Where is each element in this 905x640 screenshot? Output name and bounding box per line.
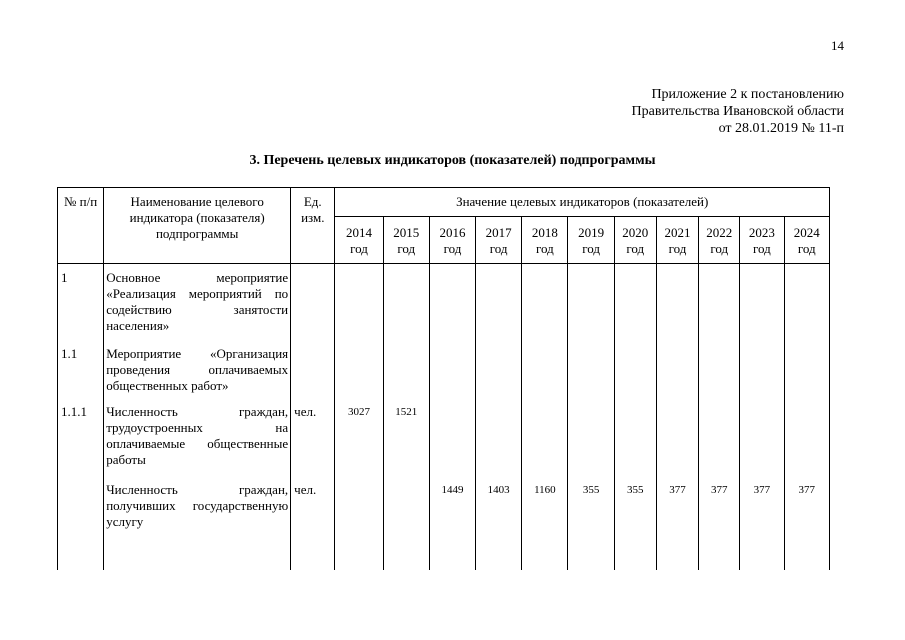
indicator-name: Численность граждан, трудоустроенных на оплачиваемые общественные работы — [104, 394, 291, 468]
value-cell: 377 — [784, 468, 829, 570]
appendix-line-3: от 28.01.2019 № 11-п — [718, 121, 844, 136]
value-cell — [740, 334, 784, 394]
value-cell: 1403 — [476, 468, 522, 570]
header-year: 2024 год — [784, 217, 829, 264]
value-cell — [476, 264, 522, 335]
value-cell — [656, 334, 698, 394]
value-cell — [383, 334, 429, 394]
indicator-name: Основное мероприятие «Реализация мероприятий по содействию занятости населения» — [104, 264, 291, 335]
value-cell: 377 — [656, 468, 698, 570]
table-row — [58, 334, 830, 394]
header-name: Наименование целевого индикатора (показателя) подпрограммы — [104, 188, 291, 264]
header-year: 2020 год — [614, 217, 656, 264]
value-cell — [614, 394, 656, 468]
header-year: 2016 год — [429, 217, 475, 264]
value-cell — [699, 264, 740, 335]
table-row — [58, 394, 830, 468]
value-cell — [476, 394, 522, 468]
value-cell — [522, 264, 568, 335]
unit-cell: чел. — [291, 468, 335, 570]
value-cell — [568, 264, 614, 335]
value-cell — [335, 468, 383, 570]
appendix-line-2: Правительства Ивановской области — [631, 104, 844, 119]
table-row — [58, 468, 830, 570]
row-number: 1.1 — [58, 334, 104, 394]
value-cell — [740, 264, 784, 335]
value-cell — [699, 334, 740, 394]
header-year: 2015 год — [383, 217, 429, 264]
value-cell — [614, 334, 656, 394]
table-header-row — [58, 188, 830, 217]
value-cell: 1521 — [383, 394, 429, 468]
value-cell — [784, 394, 829, 468]
value-cell — [429, 264, 475, 335]
value-cell — [784, 334, 829, 394]
value-cell — [699, 394, 740, 468]
value-cell — [383, 264, 429, 335]
value-cell — [568, 334, 614, 394]
indicator-name: Численность граждан, получивших государственную услугу — [104, 468, 291, 570]
unit-cell — [291, 334, 335, 394]
indicators-table — [57, 187, 830, 570]
document-title: 3. Перечень целевых индикаторов (показателей) подпрограммы — [249, 153, 656, 168]
value-cell — [335, 264, 383, 335]
value-cell: 1449 — [429, 468, 475, 570]
row-number — [58, 468, 104, 570]
header-year: 2018 год — [522, 217, 568, 264]
header-year: 2021 год — [656, 217, 698, 264]
value-cell — [476, 334, 522, 394]
value-cell — [383, 468, 429, 570]
value-cell: 355 — [568, 468, 614, 570]
header-year: 2017 год — [476, 217, 522, 264]
header-values: Значение целевых индикаторов (показателей) — [335, 188, 830, 217]
appendix-line-1: Приложение 2 к постановлению — [651, 87, 844, 102]
value-cell — [335, 334, 383, 394]
value-cell: 377 — [740, 468, 784, 570]
table-row — [58, 264, 830, 335]
appendix-note — [632, 86, 844, 137]
value-cell: 355 — [614, 468, 656, 570]
value-cell — [429, 394, 475, 468]
value-cell — [429, 334, 475, 394]
value-cell — [522, 334, 568, 394]
header-year: 2022 год — [699, 217, 740, 264]
value-cell — [522, 394, 568, 468]
header-year: 2023 год — [740, 217, 784, 264]
value-cell — [656, 394, 698, 468]
value-cell — [784, 264, 829, 335]
row-number: 1.1.1 — [58, 394, 104, 468]
value-cell: 377 — [699, 468, 740, 570]
header-year: 2014 год — [335, 217, 383, 264]
indicator-name: Мероприятие «Организация проведения оплачиваемых общественных работ» — [104, 334, 291, 394]
header-num: № п/п — [58, 188, 104, 264]
value-cell — [568, 394, 614, 468]
row-number: 1 — [58, 264, 104, 335]
page-number: 14 — [831, 38, 844, 53]
header-unit: Ед. изм. — [291, 188, 335, 264]
value-cell — [740, 394, 784, 468]
value-cell: 3027 — [335, 394, 383, 468]
value-cell — [614, 264, 656, 335]
value-cell: 1160 — [522, 468, 568, 570]
unit-cell — [291, 264, 335, 335]
value-cell — [656, 264, 698, 335]
unit-cell: чел. — [291, 394, 335, 468]
header-year: 2019 год — [568, 217, 614, 264]
